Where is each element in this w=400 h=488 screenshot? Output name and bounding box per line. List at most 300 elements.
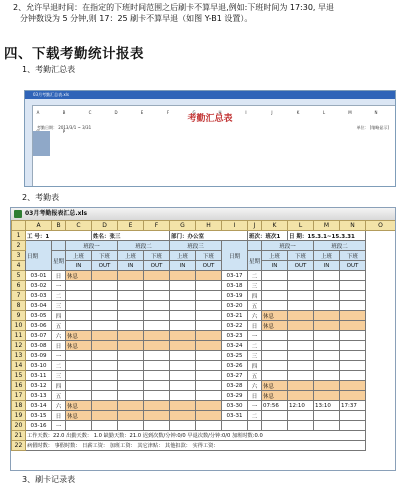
sheet-cell xyxy=(248,241,262,251)
sheet-cell: OUT xyxy=(196,261,222,271)
sheet-cell xyxy=(288,271,314,281)
sheet-cell xyxy=(118,421,144,431)
sheet-cell: 一 xyxy=(52,281,66,291)
sheet-cell: 星期 xyxy=(52,251,66,271)
sheet-cell xyxy=(262,331,288,341)
section-heading: 四、下载考勤统计报表 xyxy=(4,46,144,62)
sheet-column-header xyxy=(12,221,396,231)
sheet-cell xyxy=(144,351,170,361)
sheet-shift-groups-row xyxy=(12,241,396,251)
row-number: 11 xyxy=(12,331,26,341)
sheet-cell: 日 xyxy=(52,411,66,421)
sheet-cell xyxy=(340,391,366,401)
sheet-cell xyxy=(196,421,222,431)
sheet-footer-pay xyxy=(12,441,396,451)
sheet-cell: 班段三 xyxy=(170,241,222,251)
sheet-cell xyxy=(66,381,92,391)
table-row xyxy=(12,371,396,381)
sheet-cell xyxy=(118,301,144,311)
sheet-cell xyxy=(144,401,170,411)
sheet-cell xyxy=(314,351,340,361)
sheet-cell xyxy=(66,321,92,331)
sheet-cell: 姓名：张三 xyxy=(92,231,170,241)
table-row xyxy=(12,341,396,351)
table-row xyxy=(12,351,396,361)
summary-col-h: H xyxy=(218,110,222,115)
sheet-cell: 班段二 xyxy=(314,241,366,251)
summary-col-a: A xyxy=(36,110,40,115)
sheet-cell: 一 xyxy=(52,351,66,361)
sheet-cell: 03-18 xyxy=(222,281,248,291)
sheet-cell xyxy=(170,291,196,301)
sheet-cell: 休息 xyxy=(66,401,92,411)
sheet-cell xyxy=(314,301,340,311)
sheet-cell: 03-16 xyxy=(26,421,52,431)
table-row xyxy=(12,291,396,301)
sheet-cell xyxy=(170,351,196,361)
summary-col-i: I xyxy=(245,110,247,115)
sheet-cell: 下班 xyxy=(92,251,118,261)
row-number: 14 xyxy=(12,361,26,371)
sheet-cell: 下班 xyxy=(288,251,314,261)
row-number: 7 xyxy=(12,291,26,301)
sheet-cell: 一 xyxy=(52,421,66,431)
sheet-cell xyxy=(262,341,288,351)
sheet-cell xyxy=(118,331,144,341)
sheet-cell: 五 xyxy=(248,371,262,381)
sheet-cell: 03-02 xyxy=(26,281,52,291)
table-row xyxy=(12,321,396,331)
sheet-cell xyxy=(340,361,366,371)
sheet-cell: 03-07 xyxy=(26,331,52,341)
sheet-cell xyxy=(118,351,144,361)
sheet-cell xyxy=(222,421,248,431)
column-header-l: L xyxy=(288,221,314,231)
sheet-cell: 班段一 xyxy=(66,241,118,251)
sheet-cell: 工 号：1 xyxy=(26,231,92,241)
sheet-cell: 工作天数：22.0 出勤天数： 1.0 缺勤天数：21.0 迟到次数/分钟:0/0 早退次数/分钟:0/0 加班时数:0.0 xyxy=(26,431,366,441)
sheet-cell: 二 xyxy=(52,291,66,301)
sheet-cell: 休息 xyxy=(66,341,92,351)
attendance-sheet-window xyxy=(10,207,396,471)
sheet-cell xyxy=(262,301,288,311)
sheet-cell: IN xyxy=(262,261,288,271)
sheet-cell xyxy=(144,311,170,321)
sheet-inout-label-row xyxy=(12,251,396,261)
sheet-cell xyxy=(144,341,170,351)
sheet-cell xyxy=(144,391,170,401)
sheet-cell: 07:56 xyxy=(262,401,288,411)
sheet-cell: 上班 xyxy=(262,251,288,261)
summary-col-d: D xyxy=(114,110,118,115)
sheet-cell: 03-06 xyxy=(26,321,52,331)
sheet-cell: OUT xyxy=(340,261,366,271)
sheet-cell: 日 xyxy=(248,321,262,331)
sheet-cell xyxy=(196,351,222,361)
sheet-cell xyxy=(144,381,170,391)
sheet-cell: 03-17 xyxy=(222,271,248,281)
sheet-cell xyxy=(118,321,144,331)
column-header-g: G xyxy=(170,221,196,231)
sheet-cell xyxy=(92,411,118,421)
sheet-filename: 03月考勤报表汇总.xls xyxy=(25,210,88,217)
sheet-cell: 休息 xyxy=(262,311,288,321)
sheet-cell xyxy=(196,361,222,371)
table-row xyxy=(12,401,396,411)
sheet-cell xyxy=(340,331,366,341)
sheet-cell: 日 xyxy=(52,341,66,351)
sheet-cell xyxy=(118,371,144,381)
sheet-cell xyxy=(288,281,314,291)
sheet-cell: 下班 xyxy=(196,251,222,261)
sheet-cell xyxy=(144,301,170,311)
sheet-cell: 03-19 xyxy=(222,291,248,301)
column-header-o: O xyxy=(366,221,396,231)
sheet-cell xyxy=(288,421,314,431)
sheet-cell xyxy=(92,301,118,311)
sheet-cell xyxy=(340,321,366,331)
summary-period: 考勤日期： 2013/3/1 ~ 3/31 xyxy=(37,125,92,130)
sheet-cell xyxy=(196,311,222,321)
sheet-cell: 一 xyxy=(248,401,262,411)
sheet-cell: 六 xyxy=(52,331,66,341)
row-number: 9 xyxy=(12,311,26,321)
sheet-cell xyxy=(118,341,144,351)
table-row xyxy=(12,301,396,311)
sheet-cell xyxy=(92,291,118,301)
sheet-cell: 03-21 xyxy=(222,311,248,321)
sheet-cell xyxy=(262,421,288,431)
row-number: 5 xyxy=(12,271,26,281)
sheet-cell xyxy=(288,391,314,401)
column-header-d: D xyxy=(92,221,118,231)
sheet-cell: 下班 xyxy=(144,251,170,261)
sheet-cell: 星期 xyxy=(248,251,262,271)
sheet-cell: 03-29 xyxy=(222,391,248,401)
column-header-k: K xyxy=(262,221,288,231)
sheet-cell: 17:37 xyxy=(340,401,366,411)
sheet-cell xyxy=(288,311,314,321)
sheet-cell xyxy=(66,311,92,321)
sheet-cell xyxy=(196,331,222,341)
sheet-cell xyxy=(340,271,366,281)
sheet-cell xyxy=(170,311,196,321)
sheet-cell xyxy=(288,321,314,331)
sheet-cell xyxy=(170,361,196,371)
sheet-cell xyxy=(144,371,170,381)
sheet-cell: 日 期：15.3.1~15.3.31 xyxy=(288,231,366,241)
sheet-cell: 三 xyxy=(248,281,262,291)
sheet-cell: 上班 xyxy=(66,251,92,261)
sheet-cell: 班段二 xyxy=(118,241,170,251)
column-header-a: A xyxy=(26,221,52,231)
sheet-cell xyxy=(196,401,222,411)
sheet-cell xyxy=(262,351,288,361)
sheet-cell xyxy=(118,311,144,321)
sheet-cell xyxy=(144,291,170,301)
sheet-cell: 休息 xyxy=(66,411,92,421)
sheet-cell xyxy=(170,271,196,281)
summary-col-j: J xyxy=(271,110,273,115)
sheet-cell xyxy=(340,381,366,391)
sheet-cell: 六 xyxy=(248,311,262,321)
sheet-cell xyxy=(118,361,144,371)
sheet-cell: 03-08 xyxy=(26,341,52,351)
sheet-cell xyxy=(314,311,340,321)
summary-col-k: K xyxy=(296,110,300,115)
sheet-cell: 03-05 xyxy=(26,311,52,321)
sheet-cell xyxy=(314,421,340,431)
sheet-cell xyxy=(196,271,222,281)
sheet-cell xyxy=(118,401,144,411)
row-number: 20 xyxy=(12,421,26,431)
row-number: 2 xyxy=(12,241,26,251)
sheet-cell: 上班 xyxy=(314,251,340,261)
sheet-cell xyxy=(144,421,170,431)
sheet-cell xyxy=(196,371,222,381)
sheet-cell xyxy=(118,411,144,421)
attendance-sheet xyxy=(11,220,396,451)
sheet-cell: 三 xyxy=(52,301,66,311)
sheet-cell xyxy=(144,281,170,291)
sheet-info-row xyxy=(12,231,396,241)
column-header-c: C xyxy=(66,221,92,231)
excel-icon xyxy=(14,210,22,218)
intro-line-1: 2、允许早退时间：在指定的下班时间范围之后刷卡不算早退,例如:下班时间为 17:30, 早退 xyxy=(13,3,335,12)
sheet-cell: 03-20 xyxy=(222,301,248,311)
sheet-cell xyxy=(170,371,196,381)
sheet-cell: 03-26 xyxy=(222,361,248,371)
sheet-cell: IN xyxy=(118,261,144,271)
sheet-cell xyxy=(170,411,196,421)
sheet-cell xyxy=(288,341,314,351)
sheet-cell xyxy=(92,381,118,391)
sheet-cell xyxy=(118,281,144,291)
sheet-cell xyxy=(196,321,222,331)
sheet-cell xyxy=(118,381,144,391)
sheet-cell xyxy=(92,311,118,321)
sheet-cell: 03-04 xyxy=(26,301,52,311)
sheet-cell xyxy=(314,291,340,301)
sheet-cell xyxy=(66,351,92,361)
table-row xyxy=(12,271,396,281)
sheet-cell xyxy=(262,371,288,381)
column-header-m: M xyxy=(314,221,340,231)
row-number: 8 xyxy=(12,301,26,311)
sheet-cell xyxy=(340,301,366,311)
sheet-cell: 休息 xyxy=(262,321,288,331)
summary-col-b: B xyxy=(62,110,66,115)
sheet-cell xyxy=(288,351,314,361)
summary-company: 单位： [缩略显示] xyxy=(356,125,389,130)
sheet-cell xyxy=(288,331,314,341)
sheet-cell xyxy=(314,361,340,371)
sheet-cell: 二 xyxy=(248,411,262,421)
row-number: 21 xyxy=(12,431,26,441)
sheet-cell: 班次：班次1 xyxy=(248,231,288,241)
row-number: 18 xyxy=(12,401,26,411)
sheet-cell: 03-24 xyxy=(222,341,248,351)
sheet-cell: 四 xyxy=(52,311,66,321)
table-row xyxy=(12,381,396,391)
sheet-cell: 上班 xyxy=(118,251,144,261)
sheet-cell: 03-14 xyxy=(26,401,52,411)
column-header-b: B xyxy=(52,221,66,231)
column-header-i: I xyxy=(222,221,248,231)
row-number: 17 xyxy=(12,391,26,401)
sheet-cell xyxy=(92,341,118,351)
sheet-cell xyxy=(340,291,366,301)
sheet-window-title xyxy=(11,208,395,220)
subheading-attendance: 2、考勤表 xyxy=(22,193,60,202)
sheet-cell xyxy=(340,311,366,321)
summary-grid xyxy=(33,131,50,156)
sheet-cell: IN xyxy=(66,261,92,271)
sheet-cell xyxy=(196,391,222,401)
sheet-cell: 休息 xyxy=(262,391,288,401)
sheet-cell: 12:10 xyxy=(288,401,314,411)
summary-title: 考勤汇总表 xyxy=(187,114,233,124)
sheet-cell: 部门：办公室 xyxy=(170,231,248,241)
sheet-cell xyxy=(196,341,222,351)
sheet-corner xyxy=(12,221,26,231)
sheet-cell: 日期 xyxy=(222,241,248,271)
sheet-cell: 病假时数： 事假时数： 日薪工资： 加班工资： 其它津贴： 其他扣款： 实得工资： xyxy=(26,441,366,451)
summary-col-f: F xyxy=(166,110,170,115)
sheet-cell xyxy=(196,411,222,421)
sheet-cell xyxy=(92,401,118,411)
sheet-cell xyxy=(288,361,314,371)
sheet-cell: 03-28 xyxy=(222,381,248,391)
row-number: 4 xyxy=(12,261,26,271)
sheet-cell: 日 xyxy=(248,391,262,401)
sheet-cell: 03-11 xyxy=(26,371,52,381)
sheet-cell xyxy=(144,361,170,371)
sheet-cell: 03-13 xyxy=(26,391,52,401)
table-row xyxy=(12,391,396,401)
sheet-cell xyxy=(66,361,92,371)
sheet-cell xyxy=(170,391,196,401)
summary-col-p: P xyxy=(62,129,66,134)
sheet-cell xyxy=(170,301,196,311)
sheet-cell xyxy=(92,361,118,371)
sheet-cell xyxy=(314,391,340,401)
sheet-cell: 03-31 xyxy=(222,411,248,421)
column-header-f: F xyxy=(144,221,170,231)
sheet-cell: 03-23 xyxy=(222,331,248,341)
row-number: 19 xyxy=(12,411,26,421)
sheet-cell: 休息 xyxy=(66,331,92,341)
sheet-cell xyxy=(66,281,92,291)
sheet-cell: 三 xyxy=(248,351,262,361)
sheet-cell: 班段一 xyxy=(262,241,314,251)
sheet-cell: 03-12 xyxy=(26,381,52,391)
row-number: 12 xyxy=(12,341,26,351)
summary-report-window xyxy=(24,90,396,187)
sheet-cell xyxy=(144,411,170,421)
row-number: 6 xyxy=(12,281,26,291)
sheet-cell: 四 xyxy=(248,291,262,301)
sheet-cell xyxy=(314,271,340,281)
sheet-cell xyxy=(66,301,92,311)
sheet-cell xyxy=(288,301,314,311)
sheet-cell xyxy=(92,331,118,341)
sheet-cell: 四 xyxy=(248,361,262,371)
sheet-cell xyxy=(170,331,196,341)
table-row xyxy=(12,331,396,341)
sheet-cell xyxy=(92,271,118,281)
sheet-cell xyxy=(340,281,366,291)
sheet-inout-row xyxy=(12,261,396,271)
sheet-cell xyxy=(92,421,118,431)
sheet-cell: 休息 xyxy=(262,381,288,391)
table-row xyxy=(12,281,396,291)
row-number: 15 xyxy=(12,371,26,381)
sheet-cell: 日 xyxy=(52,271,66,281)
sheet-cell: 03-25 xyxy=(222,351,248,361)
table-row xyxy=(12,411,396,421)
summary-col-c: C xyxy=(88,110,92,115)
sheet-cell xyxy=(118,291,144,301)
sheet-cell: IN xyxy=(170,261,196,271)
column-header-e: E xyxy=(118,221,144,231)
sheet-cell: 日期 xyxy=(26,241,52,271)
sheet-cell: 03-30 xyxy=(222,401,248,411)
sheet-cell xyxy=(170,381,196,391)
sheet-cell xyxy=(262,361,288,371)
sheet-cell: 休息 xyxy=(66,271,92,281)
sheet-cell xyxy=(52,241,66,251)
sheet-cell xyxy=(196,291,222,301)
sheet-cell xyxy=(118,391,144,401)
sheet-cell: 03-10 xyxy=(26,361,52,371)
sheet-cell xyxy=(118,271,144,281)
sheet-cell: 五 xyxy=(52,321,66,331)
sheet-cell xyxy=(262,291,288,301)
sheet-cell: 03-22 xyxy=(222,321,248,331)
sheet-cell xyxy=(66,421,92,431)
sheet-cell xyxy=(66,371,92,381)
summary-col-g: G xyxy=(192,110,196,115)
sheet-cell: 二 xyxy=(248,341,262,351)
row-number: 13 xyxy=(12,351,26,361)
row-number: 1 xyxy=(12,231,26,241)
sheet-cell xyxy=(170,321,196,331)
sheet-cell xyxy=(170,341,196,351)
sheet-cell: IN xyxy=(314,261,340,271)
sheet-cell xyxy=(288,381,314,391)
sheet-cell xyxy=(92,391,118,401)
sheet-footer-stats xyxy=(12,431,396,441)
sheet-cell xyxy=(314,341,340,351)
sheet-cell xyxy=(340,411,366,421)
sheet-cell xyxy=(314,381,340,391)
sheet-cell: 二 xyxy=(52,361,66,371)
sheet-cell xyxy=(196,301,222,311)
sheet-cell: 下班 xyxy=(340,251,366,261)
sheet-cell xyxy=(170,401,196,411)
sheet-cell xyxy=(196,381,222,391)
sheet-cell: 二 xyxy=(248,271,262,281)
sheet-cell: OUT xyxy=(288,261,314,271)
sheet-cell: 03-09 xyxy=(26,351,52,361)
sheet-cell: 六 xyxy=(248,381,262,391)
subheading-summary: 1、考勤汇总表 xyxy=(22,65,76,74)
sheet-cell: 上班 xyxy=(170,251,196,261)
sheet-cell: 03-27 xyxy=(222,371,248,381)
sheet-cell xyxy=(340,371,366,381)
sheet-cell xyxy=(170,421,196,431)
